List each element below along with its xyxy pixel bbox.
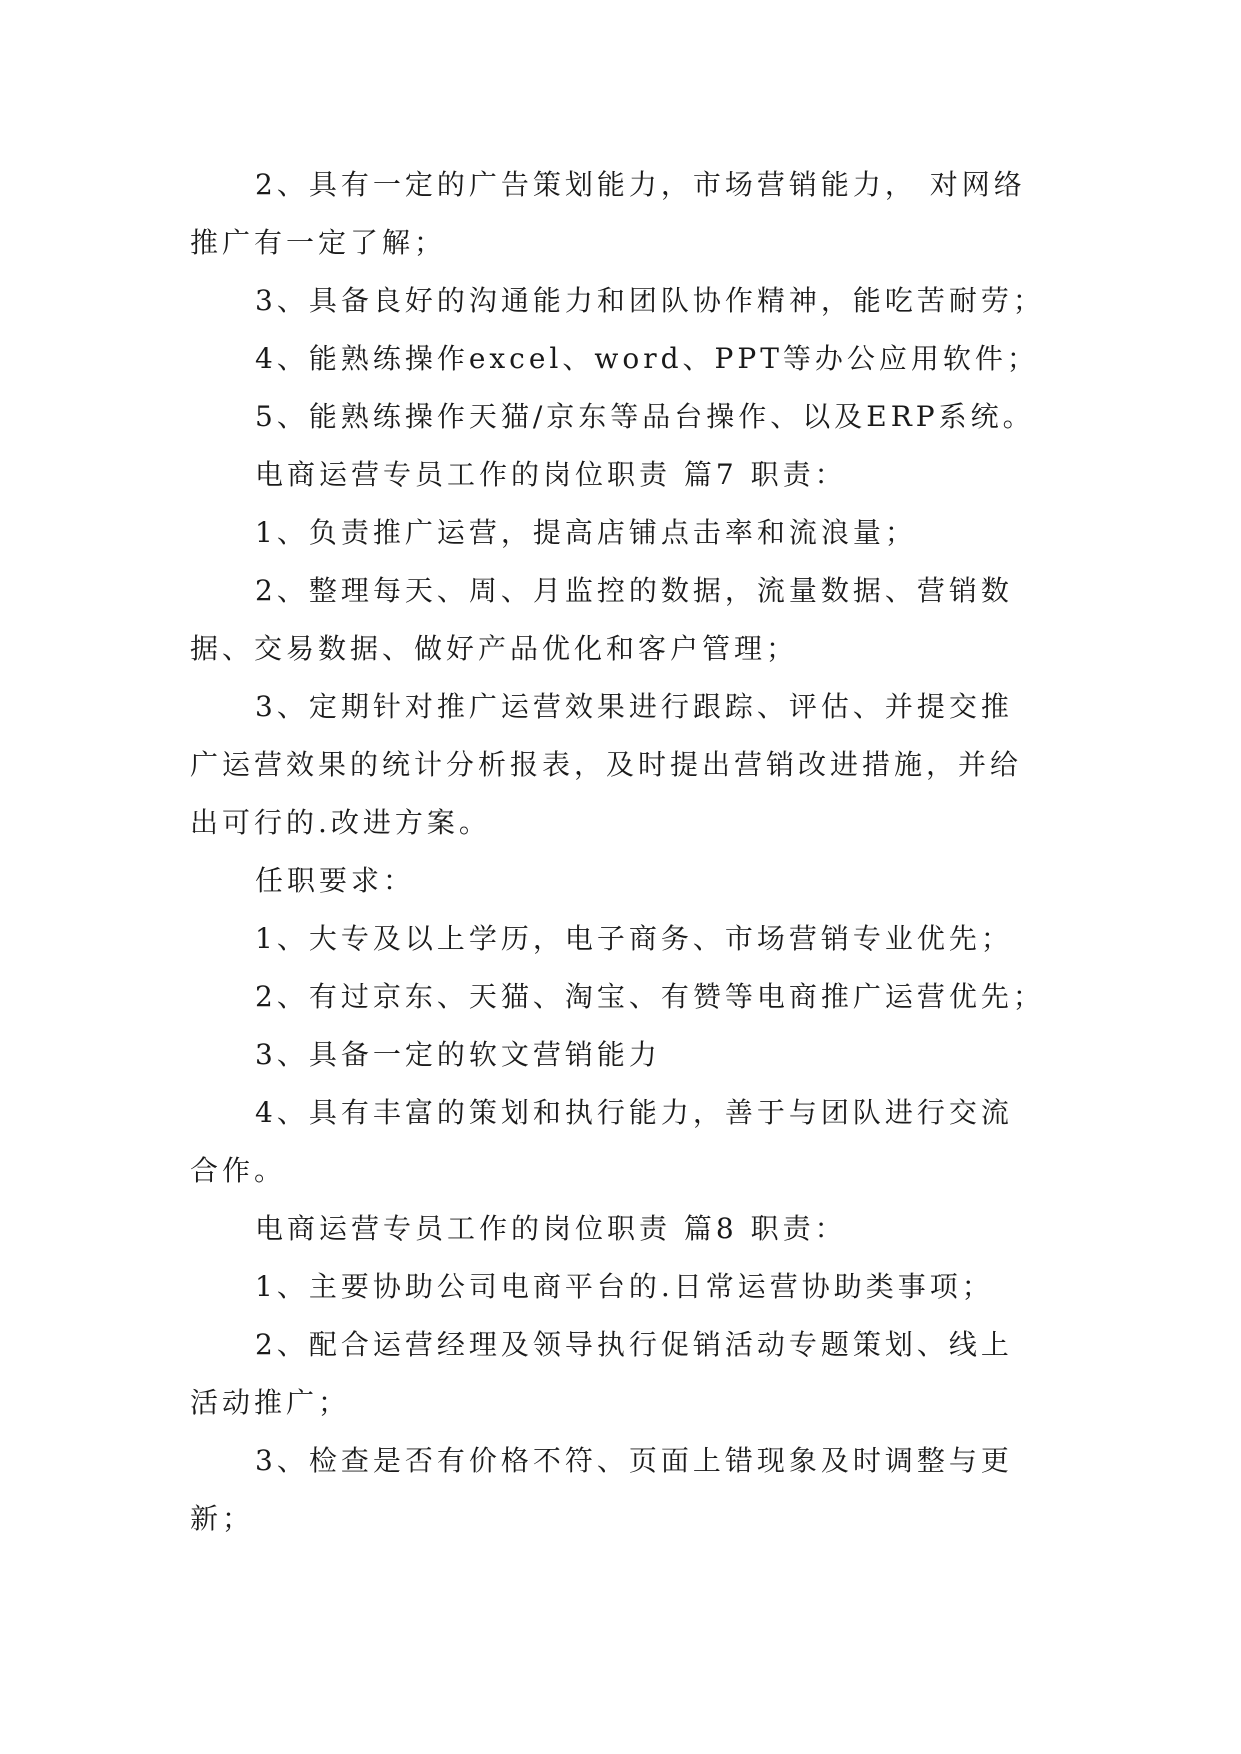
paragraph-line: 据、交易数据、做好产品优化和客户管理； [190,632,799,665]
paragraph-line: 5、能熟练操作天猫/京东等品台操作、以及ERP系统。 [255,400,1035,433]
paragraph-line: 2、配合运营经理及领导执行促销活动专题策划、线上 [255,1328,1013,1361]
paragraph-line: 出可行的.改进方案。 [190,806,491,839]
section-heading: 电商运营专员工作的岗位职责 篇7 职责： [255,458,847,491]
paragraph-line: 4、能熟练操作excel、word、PPT等办公应用软件； [255,342,1039,375]
paragraph-line: 2、具有一定的广告策划能力，市场营销能力， 对网络 [255,168,1026,201]
paragraph-line: 广运营效果的统计分析报表，及时提出营销改进措施，并给 [190,748,1023,781]
paragraph-line: 2、有过京东、天猫、淘宝、有赞等电商推广运营优先； [255,980,1045,1013]
paragraph-line: 推广有一定了解； [190,226,447,259]
paragraph-line: 2、整理每天、周、月监控的数据，流量数据、营销数 [255,574,1013,607]
paragraph-line: 3、定期针对推广运营效果进行跟踪、评估、并提交推 [255,690,1013,723]
paragraph-line: 1、主要协助公司电商平台的.日常运营协助类事项； [255,1270,994,1303]
paragraph-line: 3、具备一定的软文营销能力 [255,1038,661,1071]
paragraph-line: 1、大专及以上学历，电子商务、市场营销专业优先； [255,922,1013,955]
paragraph-line: 活动推广； [190,1386,351,1419]
paragraph-line: 3、检查是否有价格不符、页面上错现象及时调整与更 [255,1444,1013,1477]
paragraph-line: 1、负责推广运营，提高店铺点击率和流浪量； [255,516,917,549]
subheading: 任职要求： [255,864,416,897]
paragraph-line: 4、具有丰富的策划和执行能力，善于与团队进行交流 [255,1096,1013,1129]
paragraph-line: 3、具备良好的沟通能力和团队协作精神，能吃苦耐劳； [255,284,1045,317]
paragraph-line: 合作。 [190,1154,287,1187]
paragraph-line: 新； [190,1502,255,1535]
section-heading: 电商运营专员工作的岗位职责 篇8 职责： [255,1212,847,1245]
